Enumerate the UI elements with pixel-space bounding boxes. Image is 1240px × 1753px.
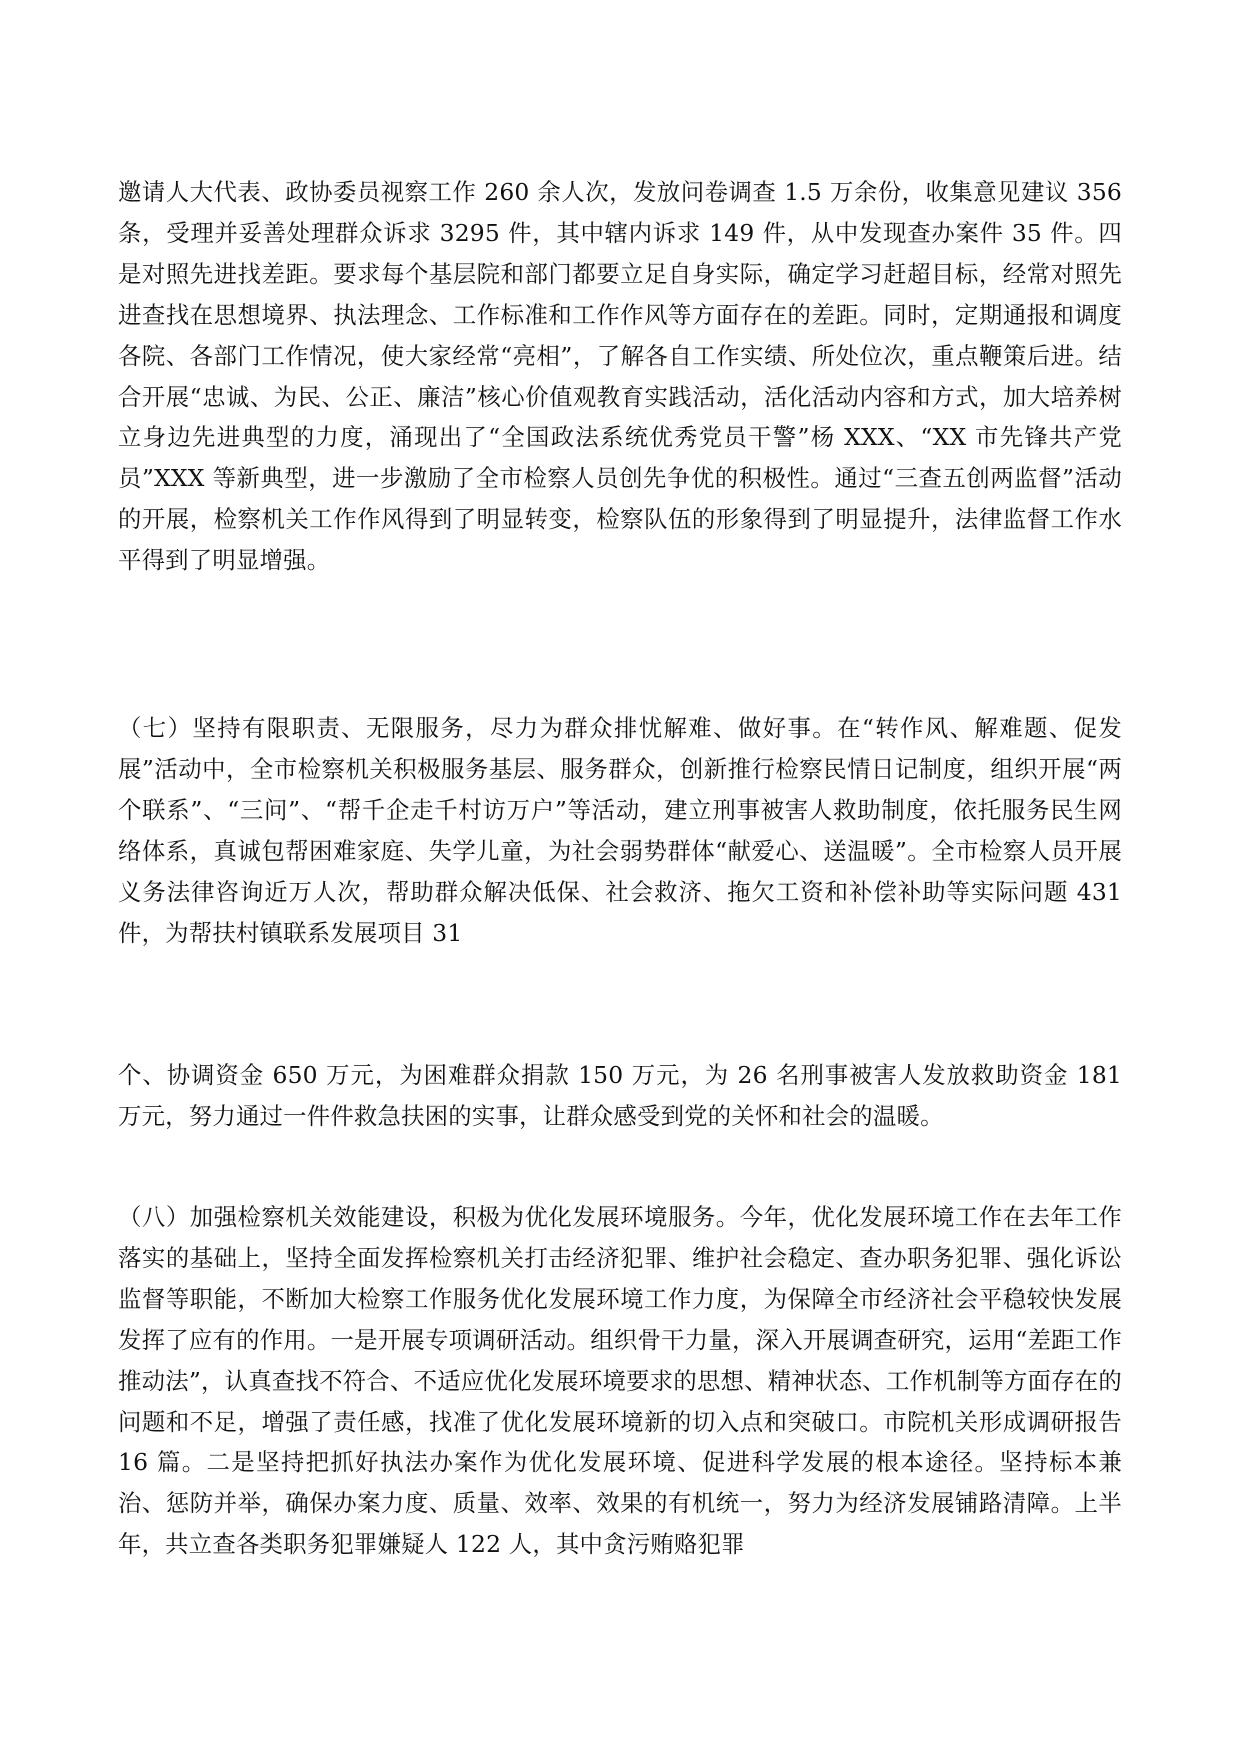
body-paragraph: （七）坚持有限职责、无限服务，尽力为群众排忧解难、做好事。在“转作风、解难题、促发展”活动中，全市检察机关积极服务基层、服务群众，创新推行检察民情日记制度，组织开展“两个联系”、“三问”、“帮千企走千村访万户”等活动，建立刑事被害人救助制度，依托服务民生网络体系，真诚包帮困难家庭、失学儿童，为社会弱势群体“献爱心、送温暖”。全市检察人员开展义务法律咨询近万人次，帮助群众解决低保、社会救济、拖欠工资和补偿补助等实际问题 431 件，为帮扶村镇联系发展项目 31 [118, 714, 1122, 947]
body-paragraph: 个、协调资金 650 万元，为困难群众捐款 150 万元，为 26 名刑事被害人发放救助资金 181 万元，努力通过一件件救急扶困的实事，让群众感受到党的关怀和社会的温暖。 [118, 1061, 1122, 1130]
body-paragraph: 邀请人大代表、政协委员视察工作 260 余人次，发放问卷调查 1.5 万余份，收集意见建议 356 条，受理并妥善处理群众诉求 3295 件，其中辖内诉求 149 件，从中发现查办案件 35 件。四是对照先进找差距。要求每个基层院和部门都要立足自身实际，确定学习赶超目标，经常对照先进查找在思想境界、执法理念、工作标准和工作作风等方面存在的差距。同时，定期通报和调度各院、各部门工作情况，使大家经常“亮相”，了解各自工作实绩、所处位次，重点鞭策后进。结合开展“忠诚、为民、公正、廉洁”核心价值观教育实践活动，活化活动内容和方式，加大培养树立身边先进典型的力度，涌现出了“全国政法系统优秀党员干警”杨 XXX、“XX 市先锋共产党员”XXX 等新典型，进一步激励了全市检察人员创先争优的积极性。通过“三查五创两监督”活动的开展，检察机关工作作风得到了明显转变，检察队伍的形象得到了明显提升，法律监督工作水平得到了明显增强。 [118, 178, 1122, 575]
body-paragraph: （八）加强检察机关效能建设，积极为优化发展环境服务。今年，优化发展环境工作在去年工作落实的基础上，坚持全面发挥检察机关打击经济犯罪、维护社会稳定、查办职务犯罪、强化诉讼监督等职能，不断加大检察工作服务优化发展环境工作力度，为保障全市经济社会平稳较快发展发挥了应有的作用。一是开展专项调研活动。组织骨干力量，深入开展调查研究，运用“差距工作推动法”，认真查找不符合、不适应优化发展环境要求的思想、精神状态、工作机制等方面存在的问题和不足，增强了责任感，找准了优化发展环境新的切入点和突破口。市院机关形成调研报告 16 篇。二是坚持把抓好执法办案作为优化发展环境、促进科学发展的根本途径。坚持标本兼治、惩防并举，确保办案力度、质量、效率、效果的有机统一，努力为经济发展铺路清障。上半年，共立查各类职务犯罪嫌疑人 122 人，其中贪污贿赂犯罪 [118, 1203, 1122, 1559]
